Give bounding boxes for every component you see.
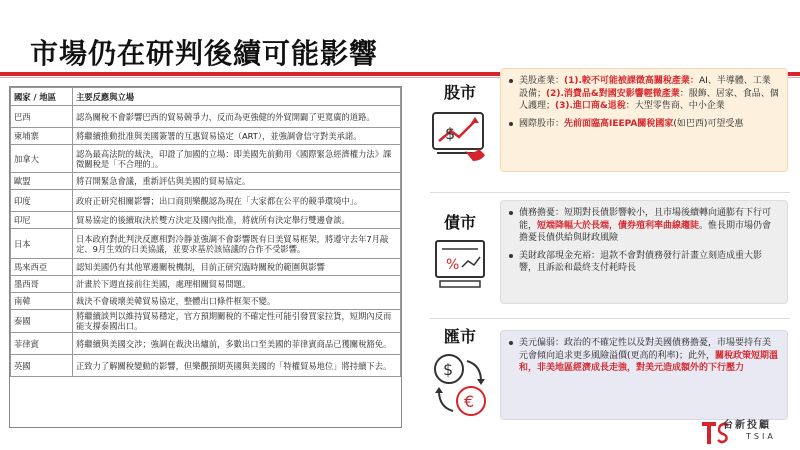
table-cell-stance: 將繼續談判以維持貿易穩定，官方預期關稅的不確定性可能引發買家拉貨，短期內反而能支撐泰國出口。	[73, 310, 401, 333]
logo-name: 台新投顧	[723, 420, 771, 431]
bullet-text: 債務擔憂：短期對長債影響較小，且市場後續轉向通膨有下行可能，	[519, 208, 772, 231]
bullet-text: (如巴西)可望受惠	[673, 118, 744, 129]
table-row	[11, 190, 401, 212]
fx-analysis-box	[500, 330, 788, 420]
table-row	[11, 259, 401, 276]
table-cell-country: 加拿大	[11, 145, 73, 173]
bullet-text: ：大型零售商、中小企業	[625, 101, 725, 112]
stock-chart-icon	[429, 107, 491, 169]
bullet-text: 。惟長期市場仍會擔憂長債供給與財政風險	[519, 220, 772, 244]
table-cell-stance: 認知美國仍有其他單邊關稅機制，目前正研究臨時關稅的範圍與影響	[73, 259, 401, 276]
fx-label: 匯市	[443, 327, 476, 346]
bond-document-icon	[430, 237, 490, 293]
fx-category	[420, 324, 500, 421]
table-row	[11, 276, 401, 293]
table-cell-country: 馬來西亞	[11, 259, 73, 276]
table-cell-stance: 將繼續推動批准與美國簽署的互惠貿易協定（ART），並強調會信守對美承諾。	[73, 128, 401, 145]
bullet-item	[519, 118, 779, 131]
bullet-item	[519, 207, 779, 245]
bullet-text: 國際股市：	[519, 118, 565, 129]
table-cell-stance: 將繼續與美國交涉；強調在裁決出爐前，多數出口至美國的菲律賓商品已獲關稅豁免。	[73, 333, 401, 355]
table-row	[11, 212, 401, 229]
table-cell-country: 菲律賓	[11, 333, 73, 355]
svg-text:$: $	[445, 124, 456, 143]
highlight-text: 先前面臨高IEEPA關稅國家	[564, 118, 674, 129]
table-cell-stance: 認為關稅不會影響巴西的貿易競爭力，反而為更強健的外貿開闢了更寬廣的道路。	[73, 106, 401, 128]
table-row	[11, 229, 401, 259]
svg-text:€: €	[464, 392, 475, 411]
stock-label: 股市	[443, 83, 476, 102]
table-cell-country: 巴西	[11, 106, 73, 128]
table-cell-stance: 正致力了解關稅變動的影響，但樂觀預期英國與美國的「特權貿易地位」將持續下去。	[73, 355, 401, 377]
table-cell-country: 日本	[11, 229, 73, 259]
bullet-item	[519, 75, 779, 113]
table-cell-country: 英國	[11, 355, 73, 377]
section-divider	[430, 192, 790, 193]
bullet-text: 美財政部現金充裕：退款不會對債務發行計畫立刻造成重大影響，且訴訟和最終支付耗時長	[519, 250, 763, 274]
table-row	[11, 310, 401, 333]
table-cell-stance: 認為最高法院的裁決，印證了加國的立場：即美國先前動用《國際緊急經濟權力法》課徵關稅是「不合理的」。	[73, 145, 401, 173]
table-cell-country: 柬埔寨	[11, 128, 73, 145]
bullet-item	[519, 250, 779, 275]
stock-category	[420, 80, 500, 169]
highlight-text: (1).較不可能被課徵高關稅產業：	[564, 76, 699, 86]
table-row	[11, 145, 401, 173]
highlight-text: 短端降幅大於長端，債券殖利率曲線趨陡	[537, 220, 700, 231]
table-cell-country: 印度	[11, 190, 73, 212]
table-row	[11, 293, 401, 310]
table-row	[11, 106, 401, 128]
currency-exchange-icon	[429, 351, 491, 421]
table-cell-country: 墨西哥	[11, 276, 73, 293]
table-row	[11, 128, 401, 145]
bond-analysis-box	[500, 200, 788, 304]
bullet-text: ：服飾、居家、食品、個人護理；	[519, 88, 779, 112]
table-cell-country: 歐盟	[11, 173, 73, 190]
table-cell-stance: 計畫於下週直接前往美國，處理相關貿易問題。	[73, 276, 401, 293]
reaction-table	[9, 86, 402, 428]
table-cell-country: 印尼	[11, 212, 73, 229]
table-cell-stance: 貿易協定的後續取決於雙方決定及國內批准，將就所有決定舉行雙邊會談。	[73, 212, 401, 229]
svg-text:%: %	[446, 257, 460, 273]
table-cell-stance: 日本政府對此判決反應相對冷靜並強調不會影響既有日美貿易框架，將遵守去年7月敲定、9月生效的日美協議，並要求基於該協議的合作不受影響。	[73, 229, 401, 259]
bullet-text: 美股產業：	[519, 76, 565, 86]
bullet-text: 美元偏弱：政治的不確定性以及對美國債務擔憂，市場要持有美元會傾向追求更多風險溢價(更高的利率)；此外，	[519, 338, 772, 361]
table-cell-stance: 將召開緊急會議，重新評估與美國的貿易協定。	[73, 173, 401, 190]
table-header-country: 國家 / 地區	[11, 88, 73, 106]
table-header-stance: 主要反應與立場	[73, 88, 401, 106]
stock-analysis-box	[500, 68, 788, 172]
bond-category	[420, 210, 500, 293]
table-cell-country: 泰國	[11, 310, 73, 333]
table-row	[11, 355, 401, 377]
bond-label: 債市	[443, 213, 476, 232]
highlight-text: 關稅政策短期溫和，非美地區經濟成長走強，對美元造成額外的下行壓力	[519, 350, 779, 374]
table-cell-country: 南韓	[11, 293, 73, 310]
logo-sub: TSIA	[746, 432, 776, 441]
bullet-text: AI、半導體、工業設備；	[519, 76, 771, 99]
table-row	[11, 173, 401, 190]
bullet-item	[519, 337, 779, 375]
svg-text:$: $	[443, 360, 454, 379]
highlight-text: (3).進口商&退稅	[555, 101, 626, 112]
table-row	[11, 333, 401, 355]
highlight-text: (2).消費品&對國安影響輕微產業	[546, 88, 680, 99]
table-cell-stance: 裁決不會破壞美韓貿易協定，整體出口條件框架不變。	[73, 293, 401, 310]
table-cell-stance: 政府正研究相關影響；出口商則樂觀認為現在「大家都在公平的競爭環境中」。	[73, 190, 401, 212]
table-header-row	[11, 88, 401, 106]
page-title: 市場仍在研判後續可能影響	[30, 37, 379, 70]
section-divider	[430, 318, 790, 319]
